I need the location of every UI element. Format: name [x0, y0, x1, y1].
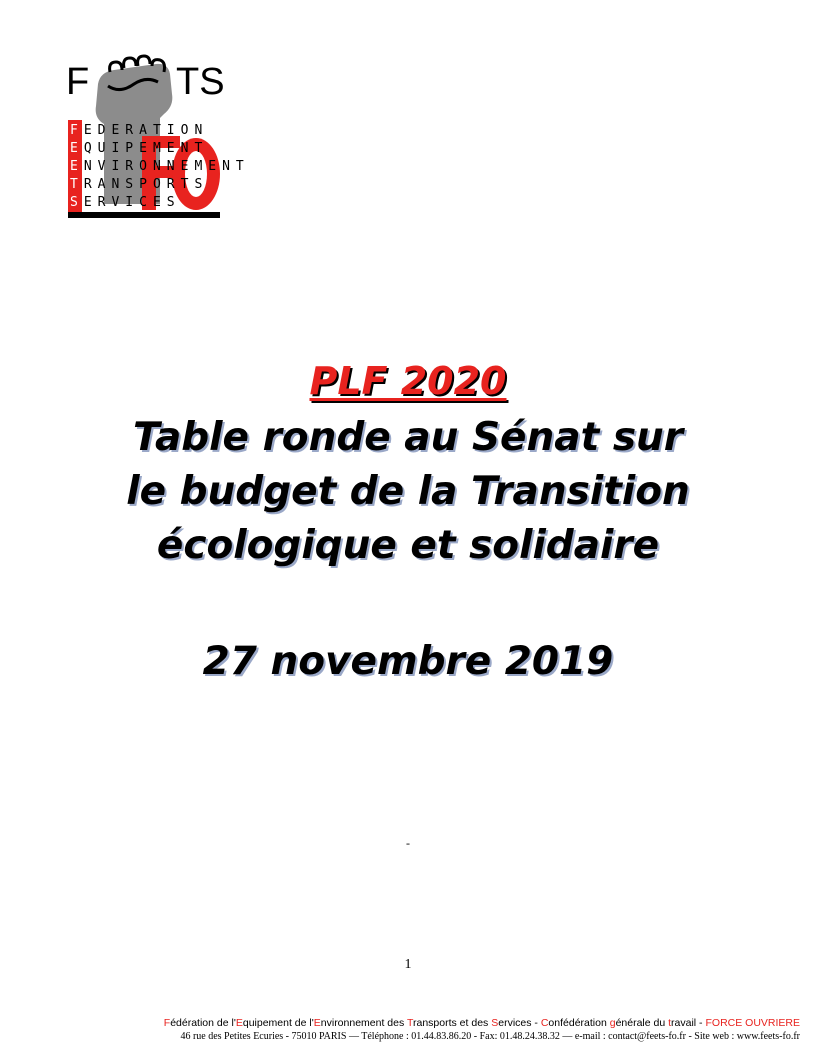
- footer-text-segment: FORCE OUVRIERE: [705, 1017, 800, 1029]
- headline-line-3: écologique et solidaire: [156, 523, 660, 568]
- svg-text:ENVIRONNEMENT: ENVIRONNEMENT: [70, 159, 250, 174]
- footer-text-segment: énérale du: [615, 1017, 669, 1029]
- document-title: [60, 352, 756, 572]
- footer-text-segment: F: [163, 1017, 171, 1029]
- svg-text:SERVICES: SERVICES: [70, 195, 181, 210]
- fist-logo-icon: [64, 54, 250, 224]
- feets-fo-logo: [64, 54, 250, 224]
- footer-text-segment: S: [491, 1017, 499, 1029]
- footer: [20, 1017, 800, 1043]
- footer-text-segment: ravail -: [671, 1017, 706, 1029]
- footer-text-segment: t: [668, 1017, 672, 1029]
- footer-text-segment: C: [540, 1017, 549, 1029]
- footer-text-segment: nvironnement des: [320, 1017, 407, 1029]
- footer-text-segment: g: [609, 1017, 616, 1029]
- footer-organization-line: [20, 1017, 800, 1030]
- footer-text-segment: ervices -: [498, 1017, 541, 1029]
- footer-text-segment: E: [235, 1017, 243, 1029]
- footer-text-segment: T: [406, 1017, 413, 1029]
- logo-brand-f: F: [66, 61, 90, 103]
- footer-text-segment: ransports et des: [413, 1017, 492, 1029]
- footer-text-segment: E: [313, 1017, 321, 1029]
- page-number: 1: [404, 957, 412, 972]
- document-date: 27 novembre 2019: [202, 639, 614, 684]
- plf-heading: PLF 2020: [309, 359, 507, 403]
- footer-text-segment: quipement de l': [242, 1017, 314, 1029]
- footer-text-segment: onfédération: [548, 1017, 610, 1029]
- svg-text:EQUIPEMENT: EQUIPEMENT: [70, 141, 209, 156]
- headline-line-1: Table ronde au Sénat sur: [132, 415, 684, 460]
- svg-text:TRANSPORTS: TRANSPORTS: [70, 177, 209, 192]
- headline-line-2: le budget de la Transition: [126, 469, 690, 514]
- svg-text:FEDERATION: FEDERATION: [70, 123, 209, 138]
- dash-separator: -: [406, 836, 410, 850]
- logo-brand-ts: TS: [176, 61, 225, 103]
- footer-contact-line: 46 rue des Petites Ecuries - 75010 PARIS — Téléphone : 01.44.83.86.20 - Fax: 01.48.24.38.32 — e-mail : contact@feets-fo.fr - Site web : www.feets-fo.fr: [180, 1031, 800, 1042]
- footer-text-segment: édération de l': [170, 1017, 236, 1029]
